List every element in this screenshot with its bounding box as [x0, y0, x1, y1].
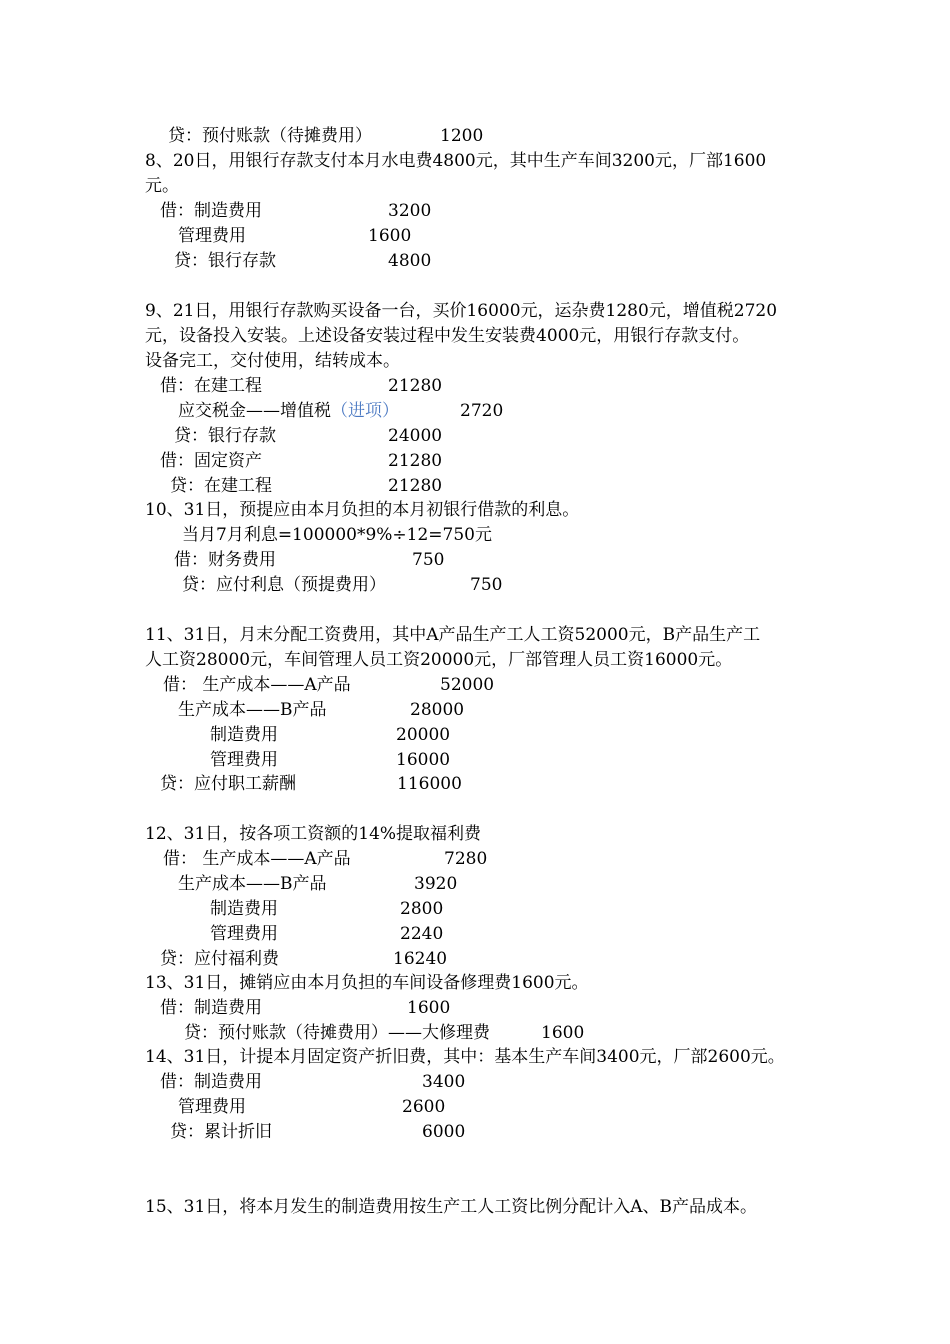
entry-amount: 3400 — [422, 1072, 466, 1092]
entry-amount: 3920 — [414, 874, 458, 894]
item-11-text: 11、31日，月末分配工资费用，其中A产品生产工人工资52000元，B产品生产工 — [145, 625, 761, 645]
entry-credit-line: 贷：预付账款（待摊费用）——大修理费 — [184, 1023, 490, 1043]
item-13-text: 13、31日，摊销应由本月负担的车间设备修理费1600元。 — [145, 973, 589, 993]
entry-debit-line: 管理费用 — [178, 1097, 246, 1117]
entry-debit-line: 借： 生产成本——A产品 — [163, 675, 351, 695]
entry-debit-line: 生产成本——B产品 — [178, 700, 327, 720]
entry-amount: 1200 — [440, 126, 484, 146]
entry-amount: 52000 — [440, 675, 495, 695]
entry-debit-line: 管理费用 — [210, 924, 278, 944]
entry-credit-line: 贷：银行存款 — [174, 426, 276, 446]
item-11-text-cont: 人工资28000元，车间管理人员工资20000元，厂部管理人员工资16000元。 — [145, 650, 733, 670]
item-9-text-cont: 元，设备投入安装。上述设备安装过程中发生安装费4000元，用银行存款支付。 — [145, 326, 750, 346]
entry-amount: 20000 — [396, 725, 451, 745]
entry-debit-line: 管理费用 — [210, 750, 278, 770]
entry-debit-line: 借：制造费用 — [160, 1072, 262, 1092]
item-8-text: 8、20日，用银行存款支付本月水电费4800元，其中生产车间3200元，厂部1600 — [145, 151, 767, 171]
entry-amount: 2600 — [402, 1097, 446, 1117]
entry-credit-line: 贷：应付利息（预提费用） — [182, 575, 386, 595]
entry-credit-line: 贷：应付福利费 — [160, 949, 279, 969]
entry-amount: 116000 — [397, 774, 462, 794]
calc-line: 当月7月利息=100000*9%÷12=750元 — [182, 525, 492, 545]
item-14-text: 14、31日，计提本月固定资产折旧费，其中：基本生产车间3400元，厂部2600元。 — [145, 1047, 785, 1067]
entry-amount: 1600 — [407, 998, 451, 1018]
entry-debit-line: 借：制造费用 — [160, 998, 262, 1018]
item-12-text: 12、31日，按各项工资额的14%提取福利费 — [145, 824, 482, 844]
entry-debit-line: 借：在建工程 — [160, 376, 262, 396]
entry-amount: 24000 — [388, 426, 443, 446]
entry-credit-line: 贷：预付账款（待摊费用） — [168, 126, 372, 146]
entry-amount: 4800 — [388, 251, 432, 271]
entry-amount: 16240 — [393, 949, 448, 969]
entry-debit-line: 制造费用 — [210, 725, 278, 745]
entry-amount: 28000 — [410, 700, 465, 720]
account-name: 应交税金——增值税 — [178, 401, 331, 421]
entry-debit-line: 借： 生产成本——A产品 — [163, 849, 351, 869]
entry-credit-line: 贷：在建工程 — [170, 476, 272, 496]
entry-debit-line: 管理费用 — [178, 226, 246, 246]
entry-amount: 750 — [470, 575, 503, 595]
entry-amount: 2720 — [460, 401, 504, 421]
entry-credit-line: 贷：银行存款 — [174, 251, 276, 271]
entry-amount: 2800 — [400, 899, 444, 919]
item-15-text: 15、31日，将本月发生的制造费用按生产工人工资比例分配计入A、B产品成本。 — [145, 1197, 758, 1217]
entry-debit-line: 生产成本——B产品 — [178, 874, 327, 894]
item-8-text-cont: 元。 — [145, 176, 179, 196]
item-10-text: 10、31日，预提应由本月负担的本月初银行借款的利息。 — [145, 500, 580, 520]
entry-amount: 1600 — [368, 226, 412, 246]
entry-debit-line: 借：制造费用 — [160, 201, 262, 221]
entry-debit-line: 制造费用 — [210, 899, 278, 919]
entry-debit-line: 借：财务费用 — [174, 550, 276, 570]
entry-credit-line: 贷：应付职工薪酬 — [160, 774, 296, 794]
entry-debit-line — [178, 399, 399, 424]
entry-amount: 21280 — [388, 476, 443, 496]
account-note: （进项） — [331, 401, 399, 421]
entry-amount: 3200 — [388, 201, 432, 221]
entry-amount: 21280 — [388, 451, 443, 471]
entry-amount: 750 — [412, 550, 445, 570]
entry-amount: 1600 — [541, 1023, 585, 1043]
entry-amount: 2240 — [400, 924, 444, 944]
entry-amount: 16000 — [396, 750, 451, 770]
entry-credit-line: 贷：累计折旧 — [170, 1122, 272, 1142]
item-9-text: 9、21日，用银行存款购买设备一台，买价16000元，运杂费1280元，增值税2720 — [145, 301, 778, 321]
entry-amount: 6000 — [422, 1122, 466, 1142]
item-9-text-cont: 设备完工，交付使用，结转成本。 — [145, 351, 400, 371]
entry-amount: 21280 — [388, 376, 443, 396]
entry-debit-line: 借：固定资产 — [160, 451, 262, 471]
entry-amount: 7280 — [444, 849, 488, 869]
